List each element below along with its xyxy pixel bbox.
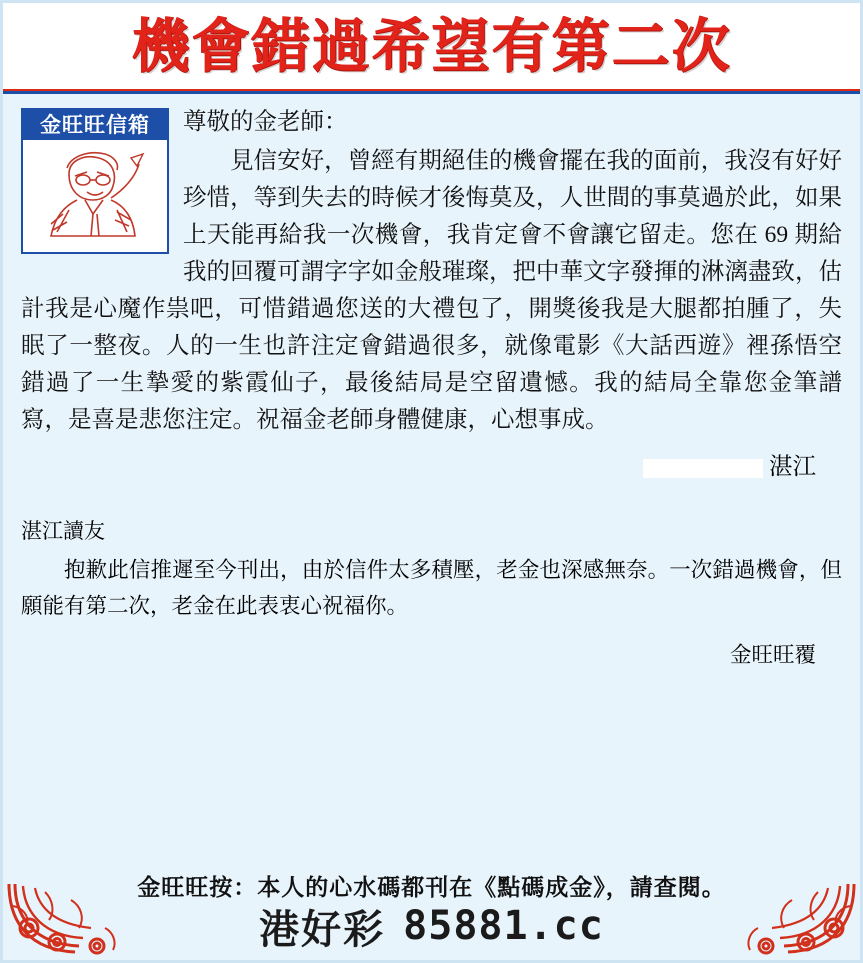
letter-signature bbox=[21, 449, 816, 486]
watermark bbox=[3, 896, 860, 956]
letter-salutation: 尊敬的金老師： bbox=[183, 109, 348, 135]
letter-paragraph: 見信安好，曾經有期絕佳的機會擺在我的面前，我沒有好好珍惜，等到失去的時候才後悔莫及，人世間的事莫過於此，如果上天能再給我一次機會，我肯定會不會讓它留走。您在 69 期給我的回覆可謂字字如金般璀璨，把中華文字發揮的淋漓盡致，估計我是心魔作祟吧，可惜錯過您送的大禮包了，開獎後我是大腿都拍腫了，失眠了一整夜。人的一生也許注定會錯過很多，就像電影《大話西遊》裡孫悟空錯過了一生摯愛的紫霞仙子，最後結局是空留遺憾。我的結局全靠您金筆譜寫，是喜是悲您注定。祝福金老師身體健康，心想事成。 bbox=[21, 148, 842, 433]
avatar bbox=[21, 108, 169, 254]
watermark-text: 港好彩 bbox=[259, 906, 386, 953]
watermark-url: 85881.cc bbox=[403, 903, 604, 949]
page-title: 機會錯過希望有第二次 bbox=[131, 12, 732, 80]
reply-addressee: 湛江讀友 bbox=[21, 519, 105, 543]
letter-body bbox=[3, 94, 860, 876]
reply-signature: 金旺旺覆 bbox=[729, 643, 816, 667]
page-header bbox=[3, 3, 860, 91]
footer-note: 金旺旺按：本人的心水碼都刊在《點碼成金》，請查閱。 bbox=[137, 875, 726, 900]
redaction-bar bbox=[643, 459, 763, 478]
letter-signature-text: 湛江 bbox=[769, 454, 816, 480]
reply-paragraph: 抱歉此信推遲至今刊出，由於信件太多積壓，老金也深感無奈。一次錯過機會，但願能有第二次，老金在此表衷心祝福你。 bbox=[21, 558, 842, 618]
avatar-label: 金旺旺信箱 bbox=[23, 110, 167, 140]
reply-section bbox=[21, 514, 842, 672]
portrait-illustration-icon bbox=[23, 140, 167, 252]
